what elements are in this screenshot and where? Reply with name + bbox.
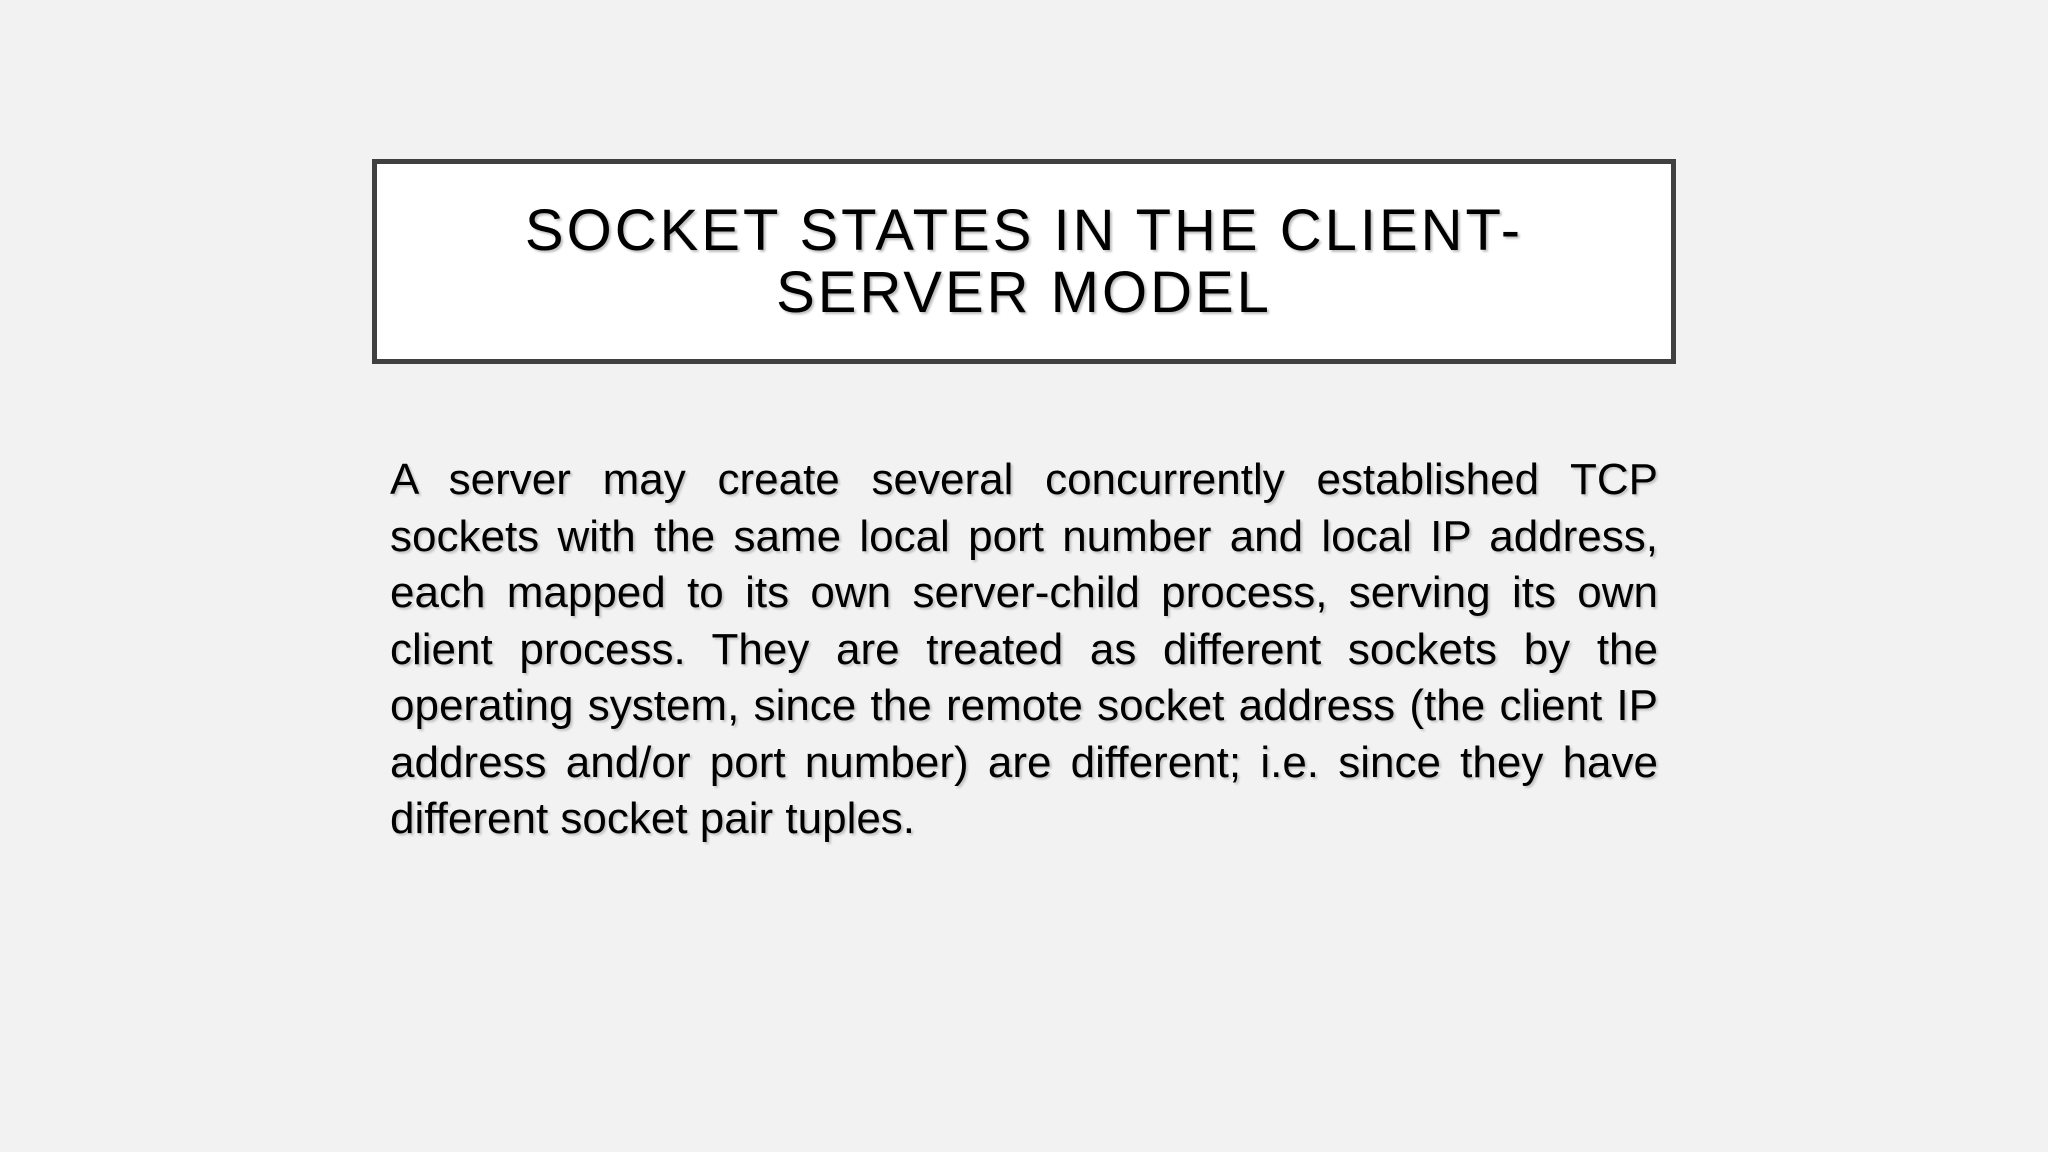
slide-body-text: A server may create several concurrently established TCP sockets with the same local port number and local IP address, each mapped to its own server-child process, serving its own client process. They are treated as different sockets by the operating system, since the remote socket address (the client IP address and/or port number) are different; i.e. since they have different socket pair tuples.: [390, 455, 1658, 843]
title-box: [372, 159, 1676, 364]
slide-title: SOCKET STATES IN THE CLIENT-SERVER MODEL: [524, 197, 1524, 325]
